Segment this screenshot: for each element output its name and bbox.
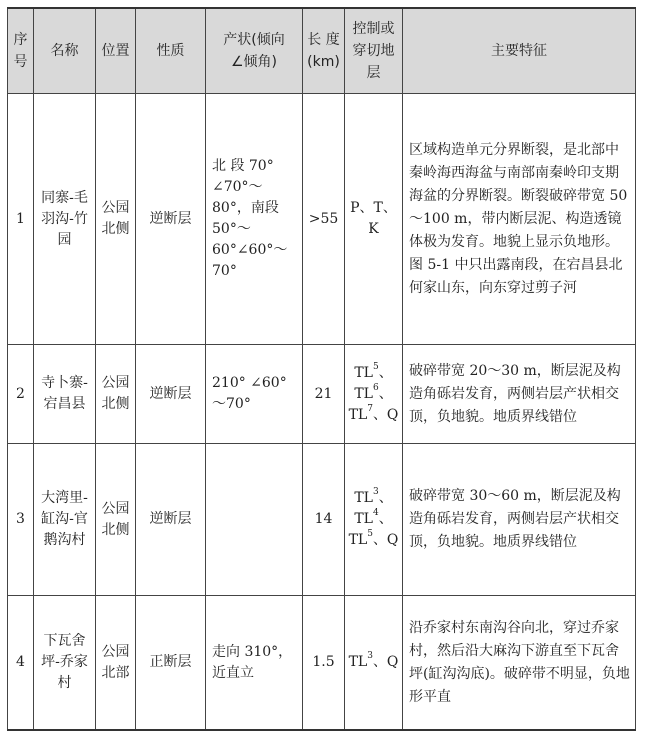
strata-entry: $TL^3$、 [354,487,393,506]
table-row [8,94,636,345]
cell-nature: 正断层 [136,596,206,731]
table-row [8,596,636,731]
cell-attitude [206,444,303,596]
strata-entry: $TL^5$、 [354,361,393,381]
header-attitude: 产状(倾向 ∠倾角) [206,8,303,94]
cell-name: 大湾里-缸沟-官鹅沟村 [34,444,96,596]
cell-length: 14 [303,444,345,596]
cell-features: 沿乔家村东南沟谷向北，穿过乔家村，然后沿大麻沟下游直至下瓦舍坪(缸沟沟底)。破碎带不明显，负地形平直 [403,596,636,731]
strata-entry: $TL^4$、 [354,508,393,527]
fault-table [7,7,636,731]
fault-table-container [7,7,635,731]
cell-name: 寺卜寨-宕昌县 [34,345,96,444]
strata-entry: $TL^5$、Q [348,529,399,548]
cell-name: 下瓦舍坪-乔家村 [34,596,96,731]
header-features: 主要特征 [403,8,636,94]
header-name: 名称 [34,8,96,94]
table-row [8,345,636,444]
cell-position: 公园北侧 [96,345,136,444]
strata-entry: $TL^7$、Q [348,403,399,423]
cell-seq: 1 [8,94,34,345]
cell-name: 同寨-毛羽沟-竹园 [34,94,96,345]
cell-length: >55 [303,94,345,345]
cell-attitude: 走向 310°，近直立 [206,596,303,731]
cell-seq: 3 [8,444,34,596]
cell-position: 公园北侧 [96,444,136,596]
cell-nature: 逆断层 [136,345,206,444]
cell-strata [345,94,403,345]
cell-length: 1.5 [303,596,345,731]
strata-entry: P、T、K [350,200,397,237]
cell-nature: 逆断层 [136,444,206,596]
cell-features: 破碎带宽 20～30 m，断层泥及构造角砾岩发育，两侧岩层产状相交顶，负地貌。地质界线错位 [403,345,636,444]
header-seq: 序 号 [8,8,34,94]
cell-strata [345,596,403,731]
table-row [8,444,636,596]
cell-position: 公园北侧 [96,94,136,345]
strata-entry: $TL^3$、Q [348,651,399,670]
cell-attitude: 北 段 70° ∠70°～80°，南段 50°～60°∠60°～70° [206,94,303,345]
table-header-row [8,8,636,94]
strata-entry: $TL^6$、 [354,382,393,402]
header-nature: 性质 [136,8,206,94]
cell-features: 破碎带宽 30～60 m，断层泥及构造角砾岩发育，两侧岩层产状相交顶，负地貌。地质界线错位 [403,444,636,596]
header-strata: 控制或 穿切地 层 [345,8,403,94]
cell-strata [345,444,403,596]
cell-features: 区域构造单元分界断裂，是北部中秦岭海西海盆与南部南秦岭印支期海盆的分界断裂。断裂破碎带宽 50～100 m，带内断层泥、构造透镜体极为发育。地貌上显示负地形。图 5-1 中只出露南段，在宕昌县北何家山东，向东穿过剪子河 [403,94,636,345]
cell-length: 21 [303,345,345,444]
cell-seq: 2 [8,345,34,444]
cell-seq: 4 [8,596,34,731]
header-length: 长 度 (km) [303,8,345,94]
cell-attitude: 210° ∠60° ～70° [206,345,303,444]
cell-nature: 逆断层 [136,94,206,345]
header-position: 位置 [96,8,136,94]
cell-strata [345,345,403,444]
cell-position: 公园北部 [96,596,136,731]
